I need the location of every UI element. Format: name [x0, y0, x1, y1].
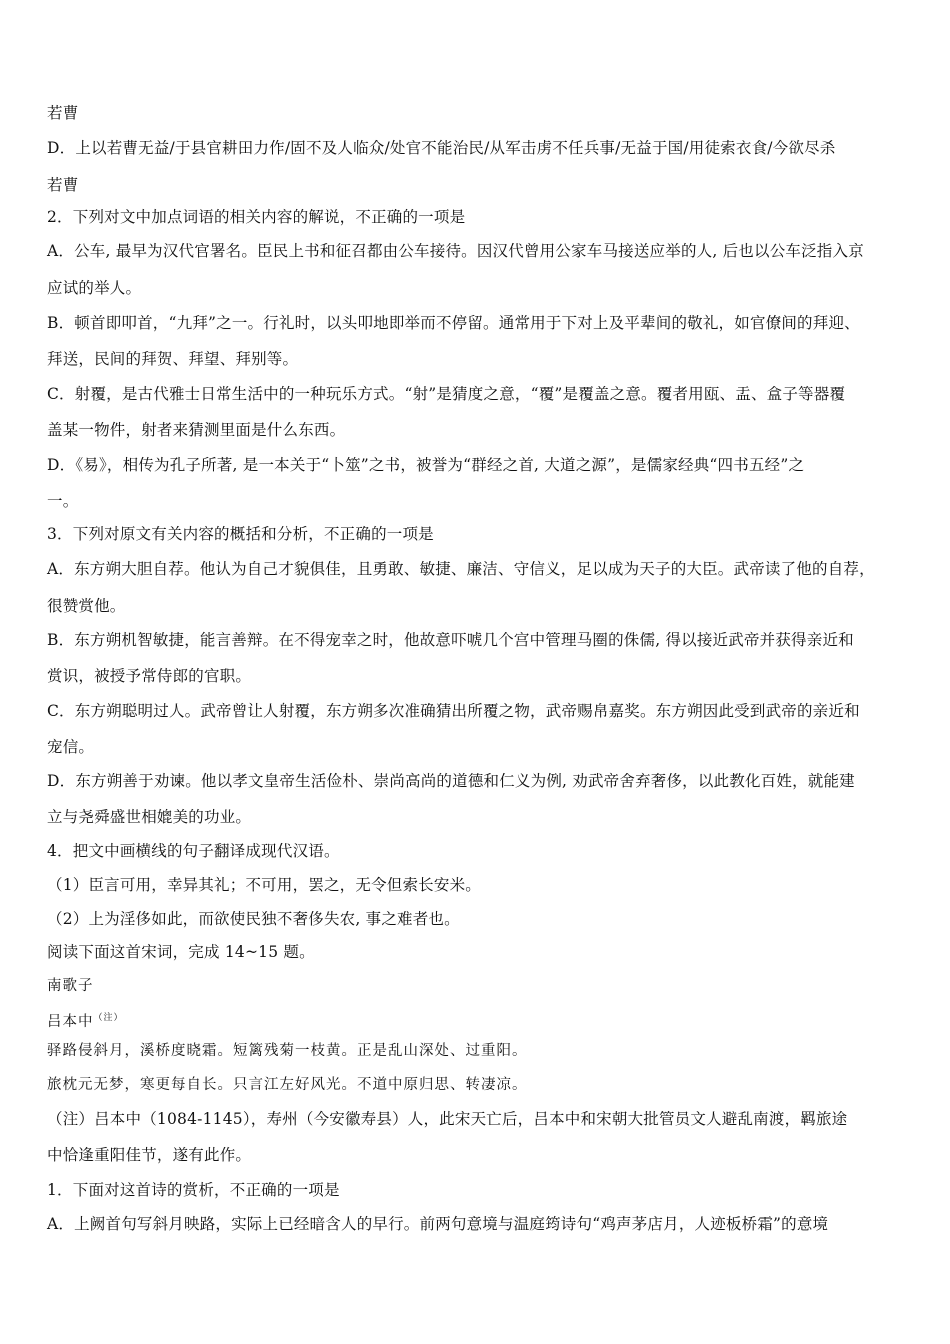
- option-b: B．顿首即叩首，“九拜”之一。行礼时，以头叩地即举而不停留。通常用于下对上及平辈间的敬礼，如官僚间的拜迎、: [47, 314, 860, 332]
- question-3: 3．下列对原文有关内容的概括和分析，不正确的一项是: [47, 525, 434, 543]
- option-c: C．射覆，是古代雅士日常生活中的一种玩乐方式。“射”是猜度之意，“覆”是覆盖之意。覆者用瓯、盂、盒子等器覆: [47, 385, 846, 403]
- text-line: 应试的举人。: [47, 279, 142, 297]
- note-mark: （注）: [93, 1013, 124, 1023]
- poem-note: （注）吕本中（1084-1145），寿州（今安徽寿县）人，此宋天亡后，吕本中和宋朝大批管员文人避乱南渡，羁旅途: [47, 1110, 848, 1128]
- text-line: 若曹: [47, 176, 79, 194]
- option-d: D．《易》，相传为孔子所著, 是一本关于“卜筮”之书，被誉为“群经之首, 大道之源”，是儒家经典“四书五经”之: [47, 456, 805, 474]
- sub-question-1: （1）臣言可用，幸异其礼；不可用，罢之，无令但索长安米。: [47, 876, 481, 894]
- text-line: 拜送，民间的拜贺、拜望、拜别等。: [47, 350, 299, 368]
- text-line: 赏识，被授予常侍郎的官职。: [47, 667, 252, 685]
- text-line: 中恰逢重阳佳节，遂有此作。: [47, 1146, 252, 1164]
- poem-stanza-1: 驿路侵斜月，溪桥度晓霜。短篱残菊一枝黄。正是乱山深处、过重阳。: [47, 1043, 528, 1059]
- poem-title: 南歌子: [47, 978, 94, 994]
- question-4: 4．把文中画横线的句子翻译成现代汉语。: [47, 842, 340, 860]
- poem-author: 吕本中$^{(注)}$: [47, 1013, 124, 1030]
- sub-question-2: （2）上为淫侈如此，而欲使民独不奢侈失农, 事之难者也。: [47, 910, 460, 928]
- text-line: 若曹: [47, 104, 79, 122]
- question-2: 2．下列对文中加点词语的相关内容的解说，不正确的一项是: [47, 208, 466, 226]
- reading-instruction: 阅读下面这首宋词，完成 14~15 题。: [47, 943, 315, 961]
- option-b: B．东方朔机智敏捷，能言善辩。在不得宠幸之时，他故意吓唬几个宫中管理马圈的侏儒, 得以接近武帝并获得亲近和: [47, 631, 854, 649]
- option-d-line: D．上以若曹无益/于县官耕田力作/固不及人临众/处官不能治民/从军击虏不任兵事/无益于国/用徒索衣食/今欲尽杀: [47, 139, 836, 157]
- option-c: C．东方朔聪明过人。武帝曾让人射覆，东方朔多次准确猜出所覆之物，武帝赐帛嘉奖。东方朔因此受到武帝的亲近和: [47, 702, 860, 720]
- option-a: A．东方朔大胆自荐。他认为自己才貌俱佳，且勇敢、敏捷、廉洁、守信义，足以成为天子的大臣。武帝读了他的自荐，: [47, 560, 875, 578]
- option-a: A．公车, 最早为汉代官署名。臣民上书和征召都由公车接待。因汉代曾用公家车马接送应举的人, 后也以公车泛指入京: [47, 242, 864, 260]
- text-line: 一。: [47, 492, 79, 510]
- option-d: D．东方朔善于劝谏。他以孝文皇帝生活俭朴、崇尚高尚的道德和仁义为例, 劝武帝舍弃奢侈，以此教化百姓，就能建: [47, 772, 855, 790]
- text-line: 盖某一物件，射者来猜测里面是什么东西。: [47, 421, 346, 439]
- text-line: 立与尧舜盛世相媲美的功业。: [47, 808, 252, 826]
- text-line: 宠信。: [47, 738, 95, 756]
- text-line: 很赞赏他。: [47, 597, 126, 615]
- question-1: 1．下面对这首诗的赏析，不正确的一项是: [47, 1181, 340, 1199]
- poem-stanza-2: 旅枕元无梦，寒更每自长。只言江左好风光。不道中原归思、转凄凉。: [47, 1077, 528, 1093]
- option-a: A．上阙首句写斜月映路，实际上已经暗含人的早行。前两句意境与温庭筠诗句“鸡声茅店月，人迹板桥霜”的意境: [47, 1215, 829, 1233]
